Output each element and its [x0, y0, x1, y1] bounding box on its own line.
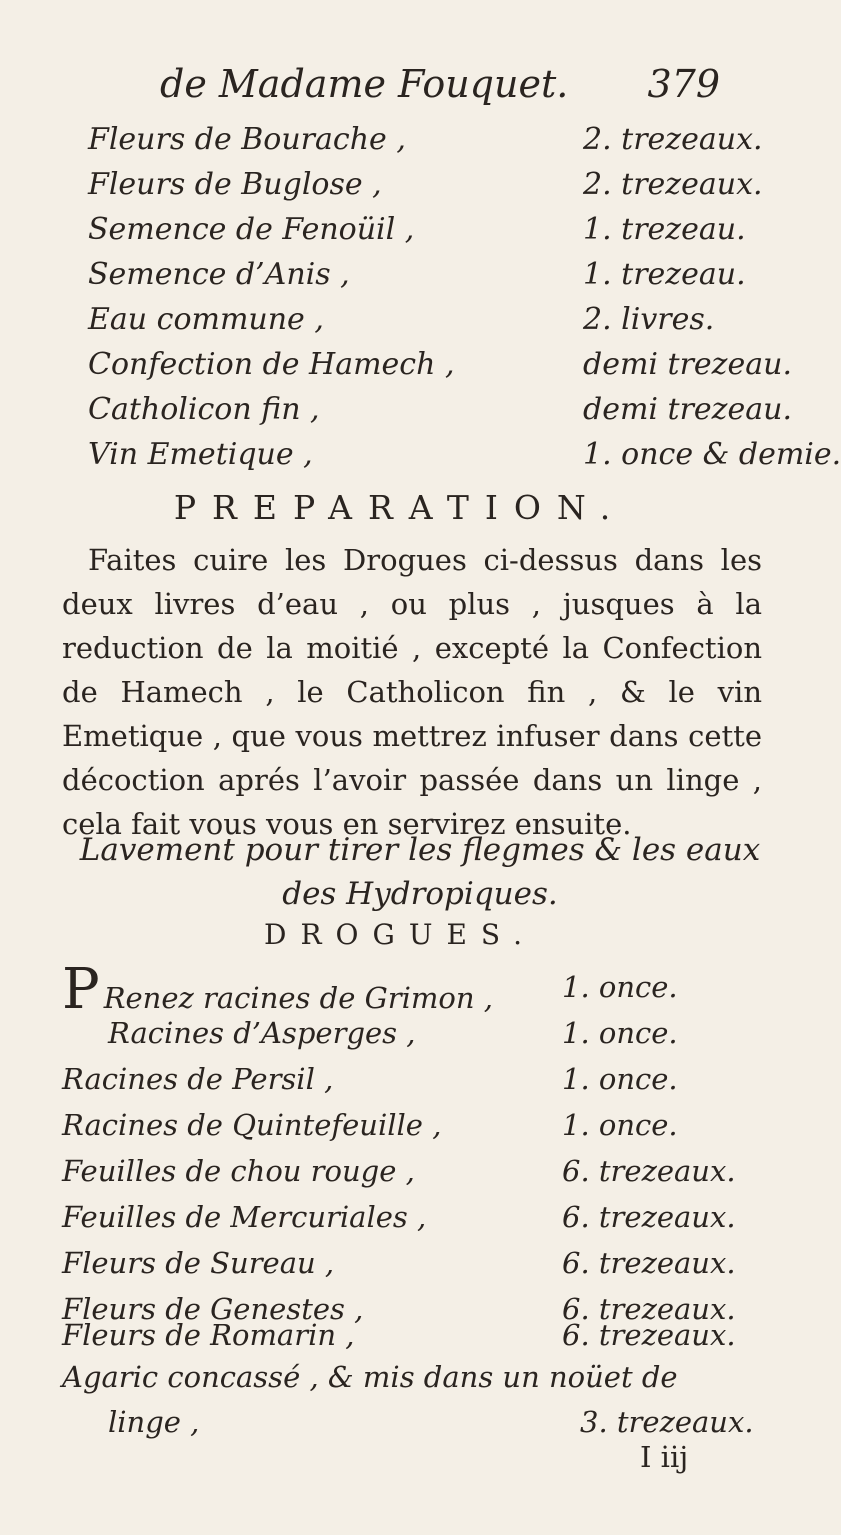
list-item: Fleurs de Genestes , 6. trezeaux.	[62, 1292, 736, 1326]
list-item: Fleurs de Sureau , 6. trezeaux.	[62, 1246, 736, 1280]
list-item: Racines d’Asperges , 1. once.	[108, 1016, 678, 1050]
linge-line: linge ,	[108, 1405, 200, 1439]
list-item: Semence de Fenoüil , 1. trezeau.	[88, 212, 746, 247]
page-header	[130, 62, 760, 112]
list-item: Confection de Hamech , demi trezeau.	[88, 347, 792, 382]
list-item: Fleurs de Buglose , 2. trezeaux.	[88, 167, 763, 202]
list-item: P Renez racines de Grimon , 1. once.	[62, 957, 678, 1022]
list-item: Feuilles de chou rouge , 6. trezeaux.	[62, 1154, 736, 1188]
list-item: Racines de Persil , 1. once.	[62, 1062, 678, 1096]
list-item: Fleurs de Romarin , 6. trezeaux.	[62, 1318, 736, 1352]
list-item: Semence d’Anis , 1. trezeau.	[88, 257, 746, 292]
preparation-text: Faites cuire les Drogues ci-dessus dans les deux livres d’eau , ou plus , jusques à la reduction de la moitié , excepté la Confection de Hamech , le Catholicon fin , & le vin Emetique , que vous mettrez infuser dans cette décoction aprés l’avoir passée dans un linge , cela fait vous vous en servirez ensuite.	[62, 543, 762, 841]
list-item: Racines de Quintefeuille , 1. once.	[62, 1108, 678, 1142]
agaric-line: Agaric concassé , & mis dans un noüet de	[62, 1360, 678, 1394]
list-item: Vin Emetique , 1. once & demie.	[88, 437, 841, 472]
page-number: 379	[647, 62, 720, 106]
preparation-heading: PREPARATION.	[173, 488, 627, 527]
signature-mark: I iij	[640, 1440, 689, 1474]
drogues-heading: DROGUES.	[264, 918, 536, 951]
list-item: Feuilles de Mercuriales , 6. trezeaux.	[62, 1200, 736, 1234]
list-item: Catholicon fin , demi trezeau.	[88, 392, 792, 427]
running-title: de Madame Fouquet.	[160, 62, 569, 106]
drop-cap: P	[62, 957, 100, 1022]
list-item: Fleurs de Bourache , 2. trezeaux.	[88, 122, 763, 157]
preparation-paragraph	[62, 538, 762, 846]
list-item: Eau commune , 2. livres.	[88, 302, 715, 337]
recipe-title: Lavement pour tirer les flegmes & les eaux des Hydropiques.	[79, 832, 761, 912]
linge-quantity: 3. trezeaux.	[580, 1405, 754, 1439]
